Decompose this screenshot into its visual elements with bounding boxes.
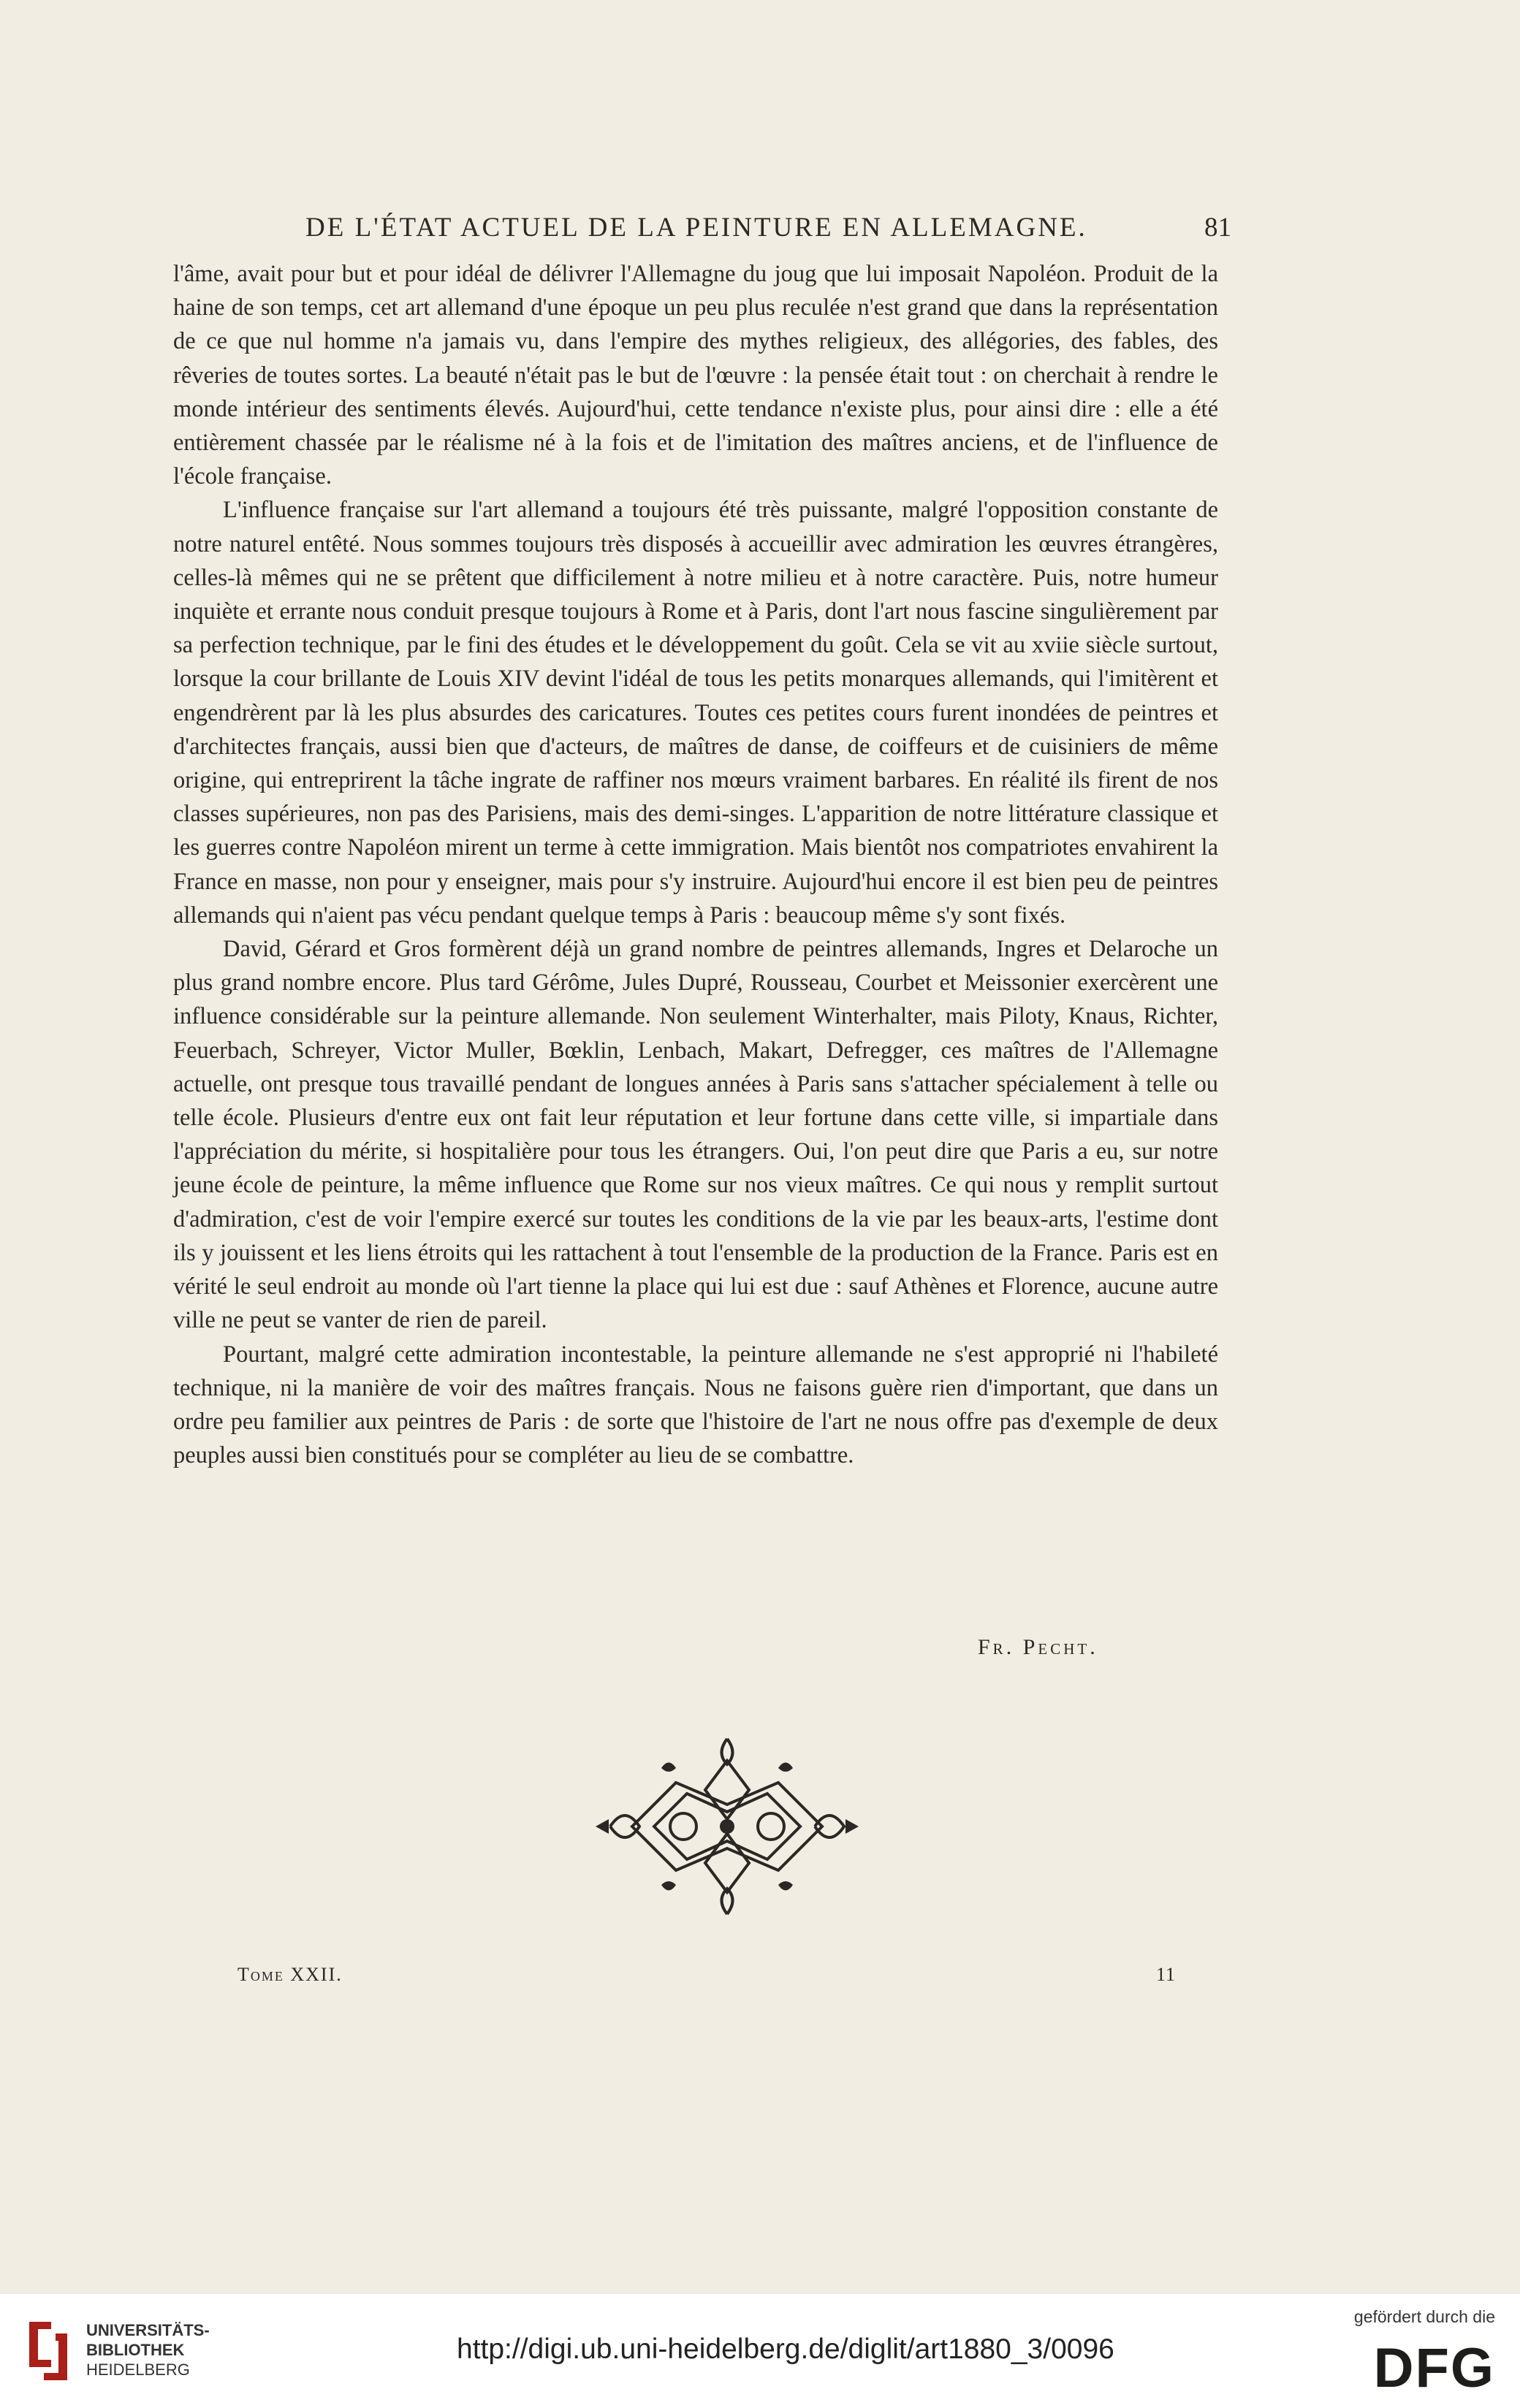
library-name-line: UNIVERSITÄTS- — [86, 2321, 210, 2339]
paragraph: David, Gérard et Gros formèrent déjà un grand nombre de peintres allemands, Ingres et Delaroche un plus grand nombre encore. Plus tard Gérôme, Jules Dupré, Rousseau, Courbet et Meissonier exercèrent une influence considérable sur la peinture allemande. Non seulement Winterhalter, mais Piloty, Knaus, Richter, Feuerbach, Schreyer, Victor Muller, Bœklin, Lenbach, Makart, Defregger, ces maîtres de l'Allemagne actuelle, ont presque tous travaillé pendant de longues années à Paris sans s'attacher spécialement à telle ou telle école. Plusieurs d'entre eux ont fait leur réputation et leur fortune dans cette ville, si impartiale dans l'appréciation du mérite, si hospitalière pour tous les étrangers. Oui, l'on peut dire que Paris a eu, sur notre jeune école de peinture, la même influence que Rome sur nos vieux maîtres. Ce qui nous y remplit surtout d'admiration, c'est de voir l'empire exercé sur toutes les conditions de la vie par les beaux-arts, l'estime dont ils y jouissent et les liens étroits qui les rattachent à tout l'ensemble de la production de la France. Paris est en vérité le seul endroit au monde où l'art tienne la place qui lui est due : sauf Athènes et Florence, aucune autre ville ne peut se vanter de rien de pareil. — [173, 936, 1218, 1334]
funding-label: gefördert durch die — [1353, 2307, 1495, 2326]
running-title: DE L'ÉTAT ACTUEL DE LA PEINTURE EN ALLEMAGNE. — [305, 213, 1087, 243]
page-number: 81 — [1204, 213, 1231, 243]
library-name-line: BIBLIOTHEK — [86, 2341, 185, 2359]
paragraph: Pourtant, malgré cette admiration incontestable, la peinture allemande ne s'est approprié ni l'habileté technique, ni la manière de voir des maîtres français. Nous ne faisons guère rien d'important, que dans un ordre peu familier aux peintres de Paris : de sorte que l'histoire de l'art ne nous offre pas d'exemple de deux peuples aussi bien constitués pour se compléter au lieu de se combattre. — [173, 1341, 1218, 1469]
library-name-line: HEIDELBERG — [86, 2361, 190, 2379]
volume-label: Tome XXII. — [238, 1964, 343, 1985]
dfg-logo[interactable]: DFG — [1373, 2337, 1495, 2399]
paragraph: l'âme, avait pour but et pour idéal de délivrer l'Allemagne du joug que lui imposait Napoléon. Produit de la haine de son temps, cet art allemand d'une époque un peu plus reculée n'est grand que dans la représentation de ce que nul homme n'a jamais vu, dans l'empire des mythes religieux, des allégories, des fables, des rêveries de toutes sortes. La beauté n'était pas le but de l'œuvre : la pensée était tout : on cherchait à rendre le monde intérieur des sentiments élevés. Aujourd'hui, cette tendance n'existe plus, pour ainsi dire : elle a été entièrement chassée par le réalisme né à la fois et de l'imitation des maîtres anciens, et de l'influence de l'école française. — [173, 261, 1218, 490]
viewer-footer — [0, 2294, 1520, 2408]
article-body — [173, 257, 1218, 1472]
paragraph: L'influence française sur l'art allemand a toujours été très puissante, malgré l'opposition constante de notre naturel entêté. Nous sommes toujours très disposés à accueillir avec admiration les œuvres étrangères, celles-là mêmes qui ne se prêtent que difficilement à notre milieu et à notre caractère. Puis, notre humeur inquiète et errante nous conduit presque toujours à Rome et à Paris, dont l'art nous fascine singulièrement par sa perfection technique, par le fini des études et le développement du goût. Cela se vit au xviie siècle surtout, lorsque la cour brillante de Louis XIV devint l'idéal de tous les petits monarques allemands, qui l'imitèrent et engendrèrent par là les plus absurdes des caricatures. Toutes ces petites cours furent inondées de peintres et d'architectes français, aussi bien que d'acteurs, de maîtres de danse, de coiffeurs et de cuisiniers de même origine, qui entreprirent la tâche ingrate de raffiner nos mœurs vraiment barbares. En réalité ils firent de nos classes supérieures, non pas des Parisiens, mais des demi-singes. L'apparition de notre littérature classique et les guerres contre Napoléon mirent un terme à cette immigration. Mais bientôt nos compatriotes envahirent la France en masse, non pour y enseigner, mais pour s'y instruire. Aujourd'hui encore il est bien peu de peintres allemands qui n'aient pas vécu pendant quelque temps à Paris : beaucoup même s'y sont fixés. — [173, 497, 1218, 929]
library-name — [86, 2320, 210, 2380]
ornament-vignette-icon — [566, 1717, 888, 1936]
university-library-logo-icon[interactable] — [22, 2314, 75, 2388]
signature-mark: 11 — [1156, 1964, 1177, 1985]
permalink-url[interactable]: http://digi.ub.uni-heidelberg.de/diglit/art1880_3/0096 — [457, 2333, 1114, 2365]
author-signature: Fr. Pecht. — [978, 1635, 1098, 1659]
